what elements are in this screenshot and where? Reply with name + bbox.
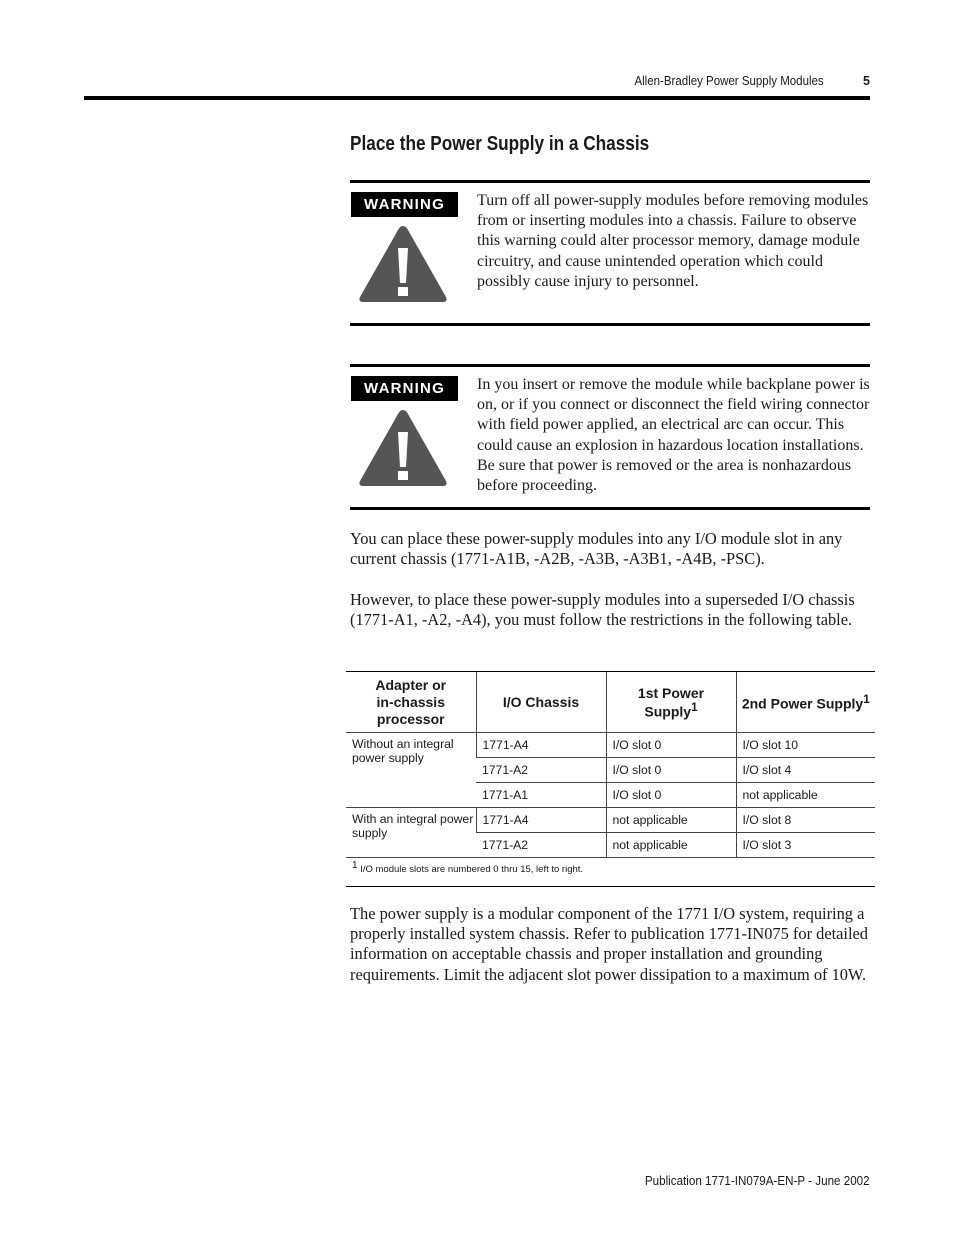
table-cell-chassis: 1771-A4 xyxy=(476,733,606,758)
warning-triangle-icon xyxy=(357,407,449,489)
paragraph-superseded-chassis: However, to place these power-supply modules into a superseded I/O chassis (1771-A1, -A2, -A4), you must follow the restrictions in the following table. xyxy=(350,590,855,630)
warning-triangle-icon xyxy=(357,223,449,305)
warning-1-bottom-rule xyxy=(350,323,870,326)
table-cell-first-supply: I/O slot 0 xyxy=(606,733,736,758)
table-cell-first-supply: I/O slot 0 xyxy=(606,758,736,783)
power-supply-slot-table xyxy=(346,671,875,887)
footnote-text: I/O module slots are numbered 0 thru 15, left to right. xyxy=(360,864,584,876)
table-cell-chassis: 1771-A2 xyxy=(476,833,606,858)
warning-1-top-rule xyxy=(350,180,870,183)
paragraph-current-chassis: You can place these power-supply modules into any I/O module slot in any current chassis (1771-A1B, -A2B, -A3B, -A3B1, -A4B, -PSC). xyxy=(350,529,843,569)
table-group-label: With an integral power supply xyxy=(346,808,476,858)
warning-1-label: WARNING xyxy=(351,192,458,217)
table-footnote xyxy=(346,858,875,887)
table-cell-chassis: 1771-A4 xyxy=(476,808,606,833)
warning-2-bottom-rule xyxy=(350,507,870,510)
warning-2-label: WARNING xyxy=(351,376,458,401)
table-cell-second-supply: I/O slot 8 xyxy=(736,808,875,833)
warning-1-text: Turn off all power-supply modules before removing modules from or inserting modules into a chassis. Failure to observe this warning could alter processor memory, damage module circuitry, and cause unintended operation which could possibly cause injury to personnel. xyxy=(477,192,869,290)
table-cell-first-supply: I/O slot 0 xyxy=(606,783,736,808)
table-cell-second-supply: I/O slot 10 xyxy=(736,733,875,758)
table-header-row xyxy=(346,672,875,733)
page-number: 5 xyxy=(863,74,870,88)
section-title: Place the Power Supply in a Chassis xyxy=(350,133,650,155)
table-header-io-chassis: I/O Chassis xyxy=(476,672,606,733)
table-cell-second-supply: not applicable xyxy=(736,783,875,808)
table-row xyxy=(346,808,875,833)
table-row xyxy=(346,733,875,758)
table-header-second-power-supply: 2nd Power Supply$^1$ xyxy=(736,672,875,733)
table-cell-chassis: 1771-A1 xyxy=(476,783,606,808)
table-header-adapter: Adapter or in-chassis processor xyxy=(346,672,476,733)
table-cell-second-supply: I/O slot 3 xyxy=(736,833,875,858)
footnote-mark: 1 xyxy=(352,860,358,871)
warning-2-text: In you insert or remove the module while backplane power is on, or if you connect or disconnect the field wiring connector with field power applied, an electrical arc can occur. This could cause an explosion in hazardous location installations. Be sure that power is removed or the area is nonhazardous before proceeding. xyxy=(477,376,870,495)
table-cell-second-supply: I/O slot 4 xyxy=(736,758,875,783)
table-footnote-row xyxy=(346,858,875,887)
footnote-reference: 1 xyxy=(691,700,698,714)
header-rule xyxy=(84,96,870,100)
table-group-label: Without an integral power supply xyxy=(346,733,476,808)
table-header-first-power-supply: 1st Power Supply$^1$ xyxy=(606,672,736,733)
publication-footer: Publication 1771-IN079A-EN-P - June 2002 xyxy=(645,1174,870,1188)
running-header xyxy=(560,74,870,92)
paragraph-modular-component: The power supply is a modular component of the 1771 I/O system, requiring a properly installed system chassis. Refer to publication 1771-IN075 for detailed information on acceptable chassis and proper installation and grounding requirements. Limit the adjacent slot power dissipation to a maximum of 10W. xyxy=(350,904,869,984)
table-cell-first-supply: not applicable xyxy=(606,833,736,858)
table-cell-chassis: 1771-A2 xyxy=(476,758,606,783)
running-title: Allen-Bradley Power Supply Modules xyxy=(634,74,824,88)
table-cell-first-supply: not applicable xyxy=(606,808,736,833)
footnote-reference: 1 xyxy=(863,692,870,706)
warning-2-top-rule xyxy=(350,364,870,367)
